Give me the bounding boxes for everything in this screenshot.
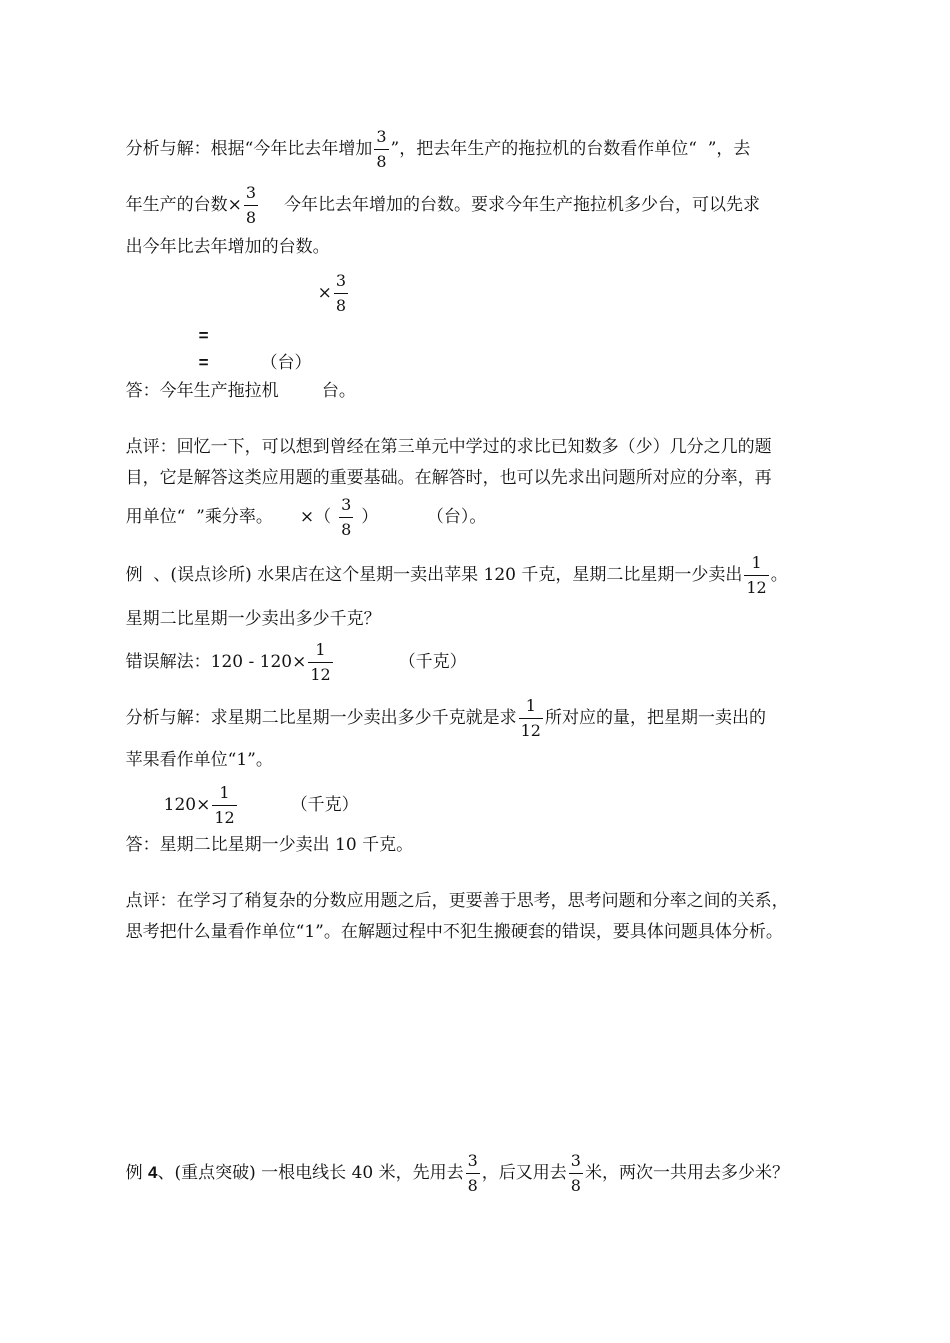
fraction-one-twelfth: $\frac{1}{12}$ [214,783,235,827]
fraction-one-twelfth: $\frac{1}{12}$ [310,640,331,684]
text: 所对应的量，把星期一卖出的 [544,708,766,728]
times-sign: × [317,283,332,303]
calc-times-line [296,256,350,331]
text: 目，它是解答这类应用题的重要基础。在解答时，也可以先求出问题所对应的分率，再 [125,468,772,488]
fraction-three-eighths: $\frac{3}{8}$ [467,1151,478,1195]
text: 答：今年生产拖拉机 台。 [125,381,356,401]
text: ”，把去年生产的拖拉机的台数看作单位“ ”，去 [390,139,751,159]
unit-text: （台） [260,353,312,373]
text: 错误解法：120 - 120× [125,652,307,672]
text: 答：星期二比星期一少卖出 10 千克。 [125,835,414,855]
text: 例 、(误点诊所) 水果店在这个星期一卖出苹果 120 千克，星期二比星期一少卖出 [125,565,743,585]
text: 。 [770,565,788,585]
answer-3 [104,820,413,871]
text: 米，两次一共用去多少米？ [584,1163,789,1183]
fraction-three-eighths: $\frac{3}{8}$ [245,183,257,227]
fraction-three-eighths: $\frac{3}{8}$ [341,495,352,539]
text: 点评：回忆一下，可以想到曾经在第三单元中学过的求比已知数多（少）几分之几的题 [125,437,772,457]
fraction-three-eighths: $\frac{3}{8}$ [570,1151,581,1195]
text: 星期二比星期一少卖出多少千克？ [125,609,381,629]
text: 今年比去年增加的台数。要求今年生产拖拉机多少台，可以先求 [284,195,761,215]
text: 思考把什么量看作单位“1”。在解题过程中不犯生搬硬套的错误，要具体问题具体分析。 [125,922,783,942]
text: 出今年比去年增加的台数。 [125,237,330,257]
equals-sign: = [198,353,209,372]
unit-text: （千克） [398,652,467,672]
text: 例 [125,1163,149,1183]
unit-text: （千克） [290,795,359,815]
fraction-one-twelfth: $\frac{1}{12}$ [746,553,767,597]
text: 点评：在学习了稍复杂的分数应用题之后，更要善于思考，思考问题和分率之间的关系， [125,891,789,911]
fraction-one-twelfth: $\frac{1}{12}$ [520,696,541,740]
example-number: 4 [148,1163,158,1182]
text: 、(重点突破) 一根电线长 40 米，先用去 [157,1163,464,1183]
text: 分析与解：求星期二比星期一少卖出多少千克就是求 [125,708,517,728]
text: ） （台）。 [361,507,487,527]
text: 年生产的台数× [125,195,242,215]
fraction-three-eighths: $\frac{3}{8}$ [376,127,387,171]
text: 分析与解：根据“今年比去年增加 [125,139,373,159]
text: 120× [163,795,211,815]
text: ，后又用去 [481,1163,567,1183]
equals-sign: = [198,326,209,345]
example-4-line [104,1136,789,1211]
comment-2-line-2 [104,907,783,958]
text: 用单位“ ”乘分率。 ×（ [125,507,332,527]
answer-1 [104,366,356,417]
fraction-three-eighths: $\frac{3}{8}$ [335,271,347,315]
text: 苹果看作单位“1”。 [125,750,273,770]
